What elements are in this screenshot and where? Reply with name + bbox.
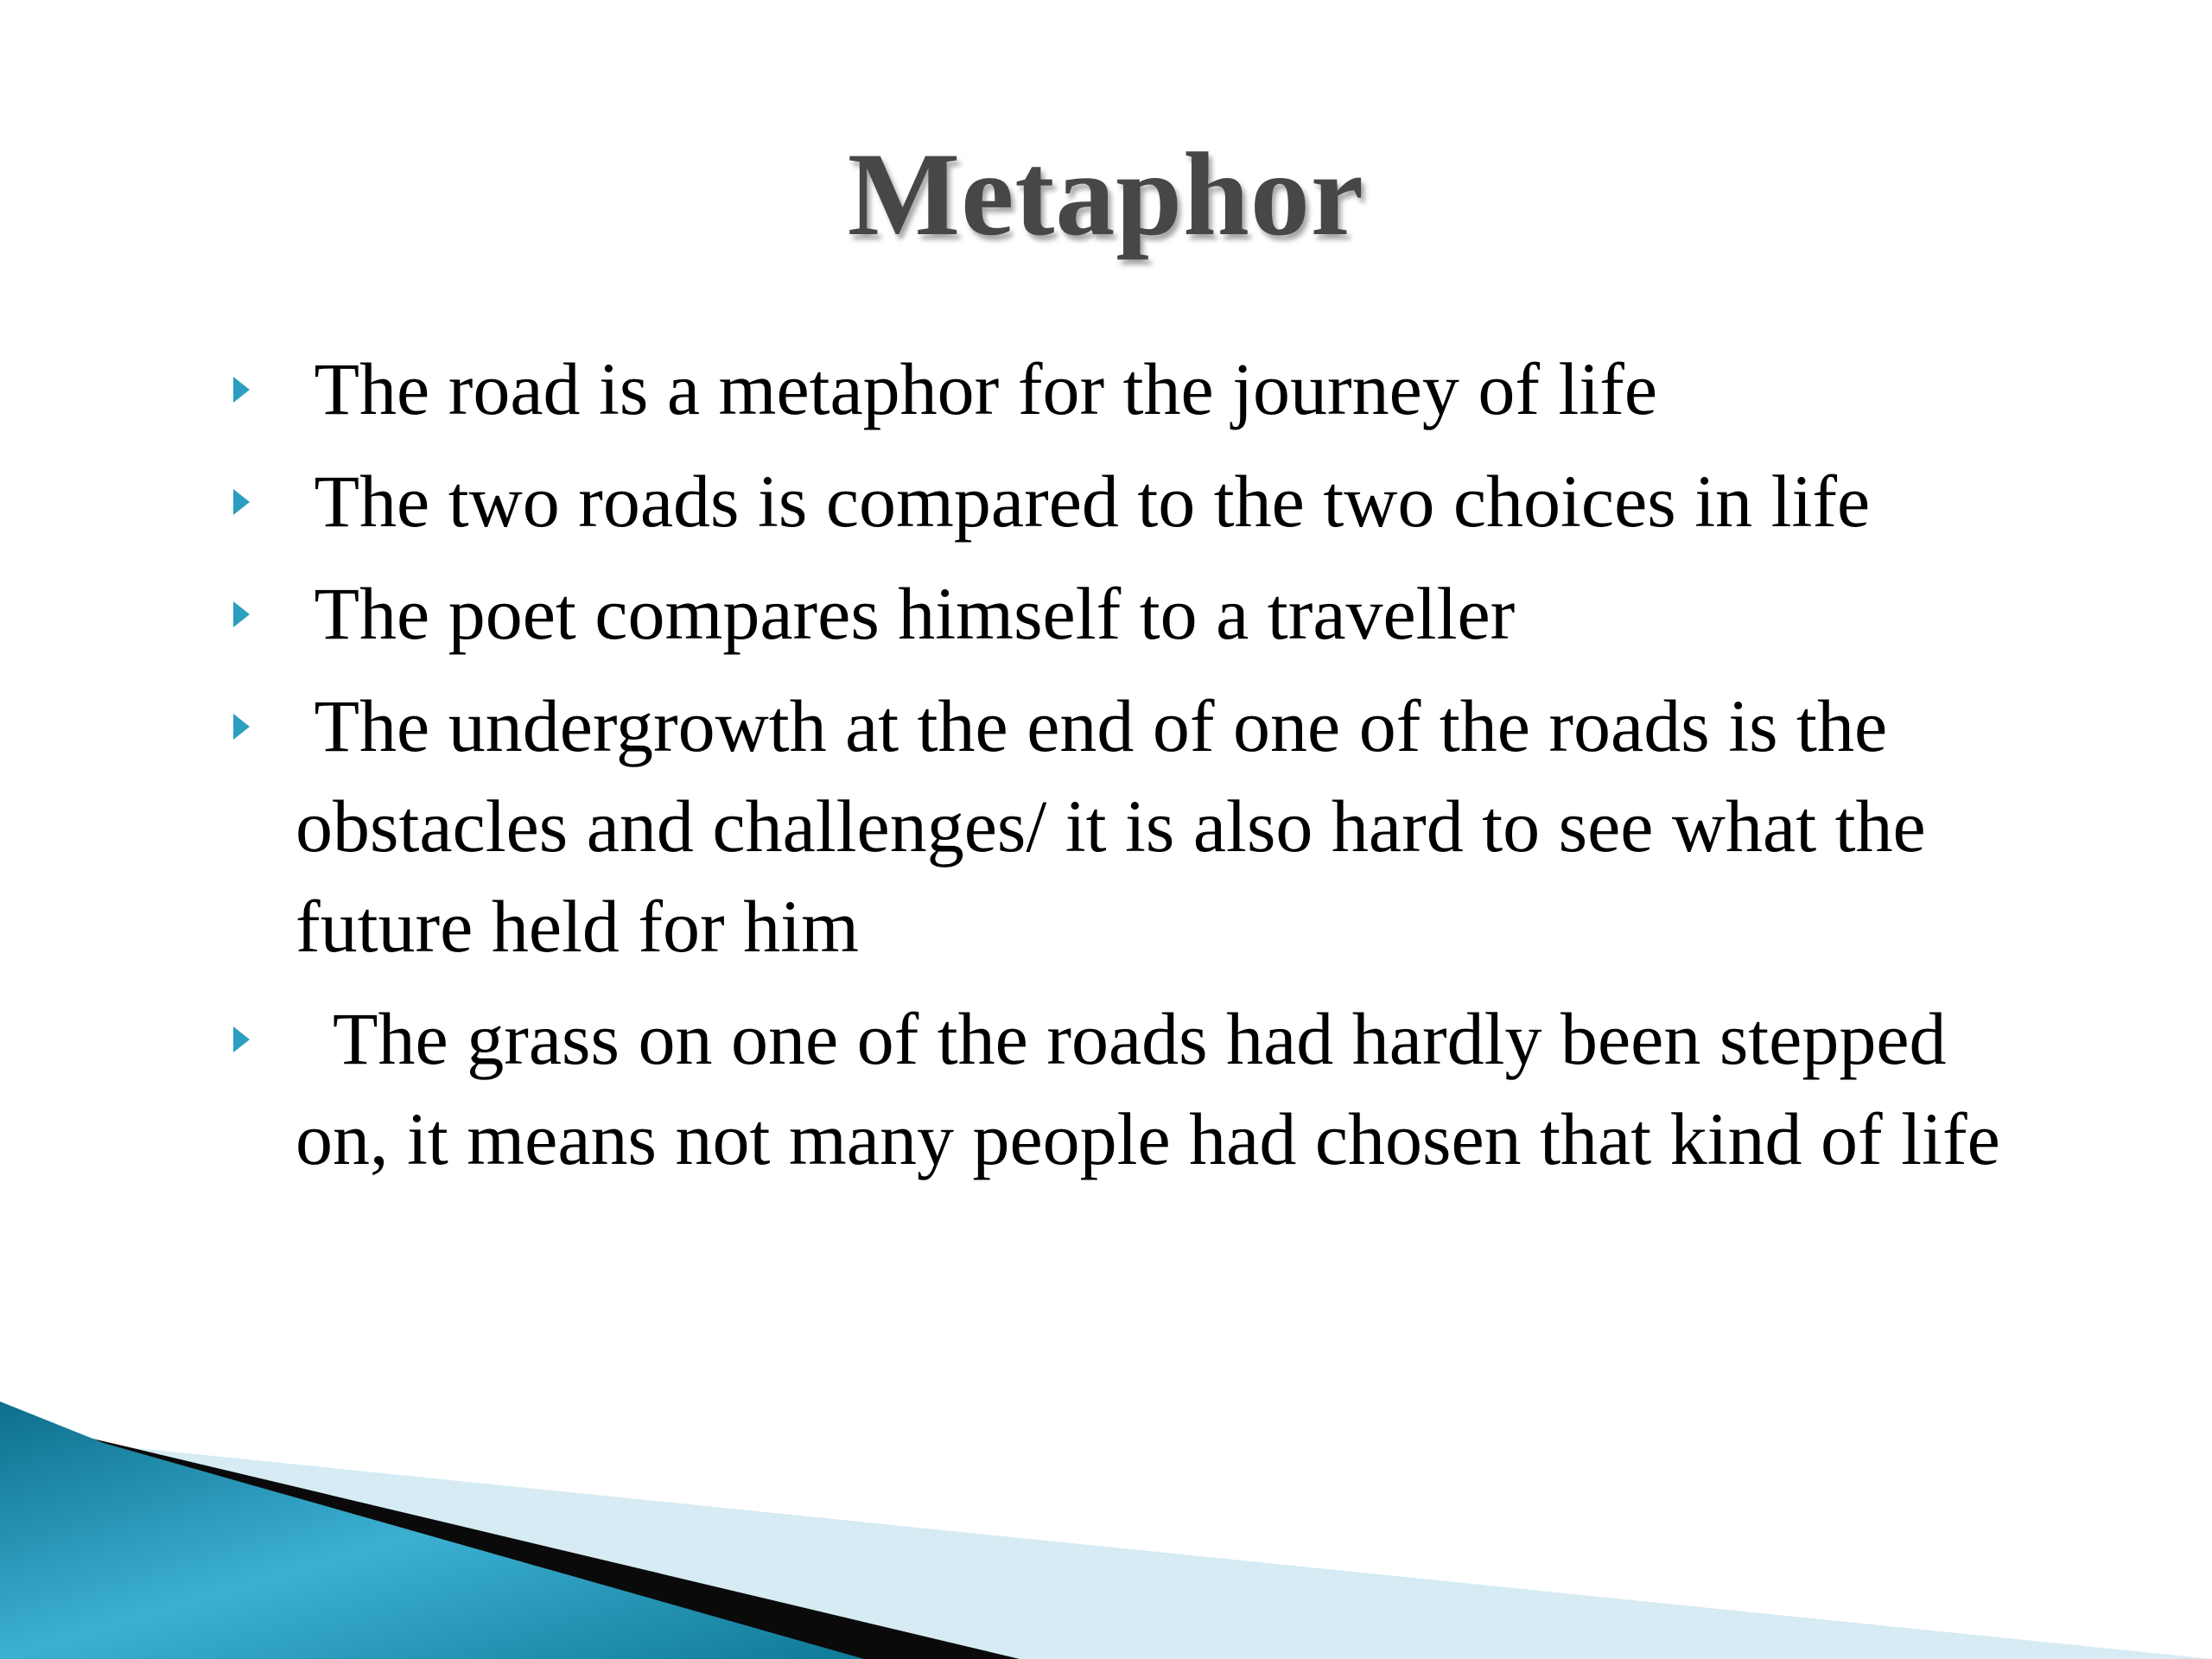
light-blue-wave — [0, 1434, 2212, 1659]
triangle-bullet-icon — [233, 1027, 250, 1052]
slide-title: Metaphor — [847, 128, 1365, 260]
bullet-text: The road is a metaphor for the journey of life — [296, 347, 1658, 430]
triangle-bullet-icon — [233, 714, 250, 740]
list-item — [233, 676, 2005, 976]
triangle-bullet-icon — [233, 489, 250, 515]
bullet-text: The poet compares himself to a traveller — [296, 572, 1516, 655]
bullet-text: The grass on one of the roads had hardly been stepped on, it means not many people had chosen that kind of life — [296, 997, 2000, 1180]
triangle-bullet-icon — [233, 601, 250, 627]
list-item — [233, 339, 2005, 439]
teal-wave — [0, 1402, 864, 1659]
black-stripe — [0, 1417, 1020, 1659]
bullet-list — [233, 339, 2005, 1201]
bullet-text: The two roads is compared to the two choices in life — [296, 460, 1871, 543]
bullet-text: The undergrowth at the end of one of the roads is the obstacles and challenges/ it is also hard to see what the future held for him — [296, 684, 1945, 968]
list-item — [233, 451, 2005, 551]
list-item — [233, 988, 2005, 1189]
triangle-bullet-icon — [233, 377, 250, 403]
list-item — [233, 563, 2005, 664]
